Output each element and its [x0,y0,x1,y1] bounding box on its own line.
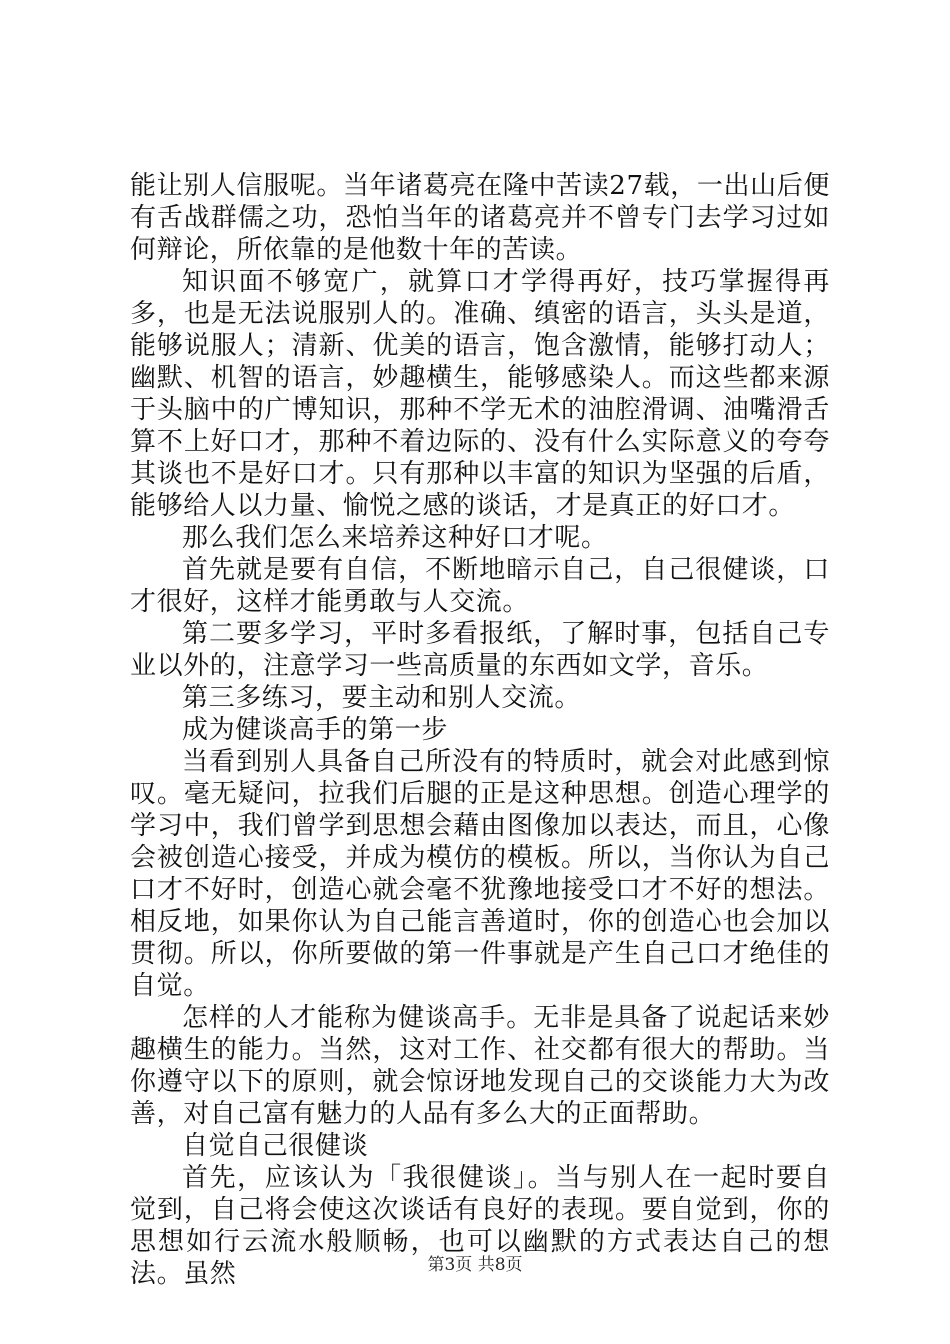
page-number-footer: 第3页 共8页 [427,1255,523,1275]
paragraph-2: 知识面不够宽广，就算口才学得再好，技巧掌握得再多，也是无法说服别人的。准确、缜密的语言，头头是道，能够说服人；清新、优美的语言，饱含激情，能够打动人；幽默、机智的语言，妙趣横生，能够感染人。而这些都来源于头脑中的广博知识，那种不学无术的油腔滑调、油嘴滑舌算不上好口才，那种不着边际的、没有什么实际意义的夸夸其谈也不是好口才。只有那种以丰富的知识为坚强的后盾，能够给人以力量、愉悦之感的谈话，才是真正的好口才。 [130,267,830,521]
paragraph-1: 能让别人信服呢。当年诸葛亮在隆中苦读27载，一出山后便有舌战群儒之功，恐怕当年的诸葛亮并不曾专门去学习过如何辩论，所依靠的是他数十年的苦读。 [130,171,830,265]
document-body [130,170,830,1290]
paragraph-3: 那么我们怎么来培养这种好口才呢。 [182,523,608,553]
section-heading-self-aware: 自觉自己很健谈 [182,1131,369,1161]
paragraph-4: 首先就是要有自信，不断地暗示自己，自己很健谈，口才很好，这样才能勇敢与人交流。 [130,555,830,617]
paragraph-6: 第三多练习，要主动和别人交流。 [182,683,582,713]
paragraph-5: 第二要多学习，平时多看报纸，了解时事，包括自己专业以外的，注意学习一些高质量的东西如文学，音乐。 [130,619,830,681]
section-heading-first-step: 成为健谈高手的第一步 [182,715,449,745]
paragraph-9: 怎样的人才能称为健谈高手。无非是具备了说起话来妙趣横生的能力。当然，这对工作、社交都有很大的帮助。当你遵守以下的原则，就会惊讶地发现自己的交谈能力大为改善，对自己富有魅力的人品有多么大的正面帮助。 [130,1003,830,1129]
paragraph-11: 首先，应该认为「我很健谈」。当与别人在一起时要自觉到，自己将会使这次谈话有良好的表现。要自觉到，你的思想如行云流水般顺畅，也可以幽默的方式表达自己的想法。虽然 [130,1163,830,1289]
paragraph-8: 当看到别人具备自己所没有的特质时，就会对此感到惊叹。毫无疑问，拉我们后腿的正是这种思想。创造心理学的学习中，我们曾学到思想会藉由图像加以表达，而且，心像会被创造心接受，并成为模仿的模板。所以，当你认为自己口才不好时，创造心就会毫不犹豫地接受口才不好的想法。相反地，如果你认为自己能言善道时，你的创造心也会加以贯彻。所以，你所要做的第一件事就是产生自己口才绝佳的自觉。 [130,747,830,1001]
